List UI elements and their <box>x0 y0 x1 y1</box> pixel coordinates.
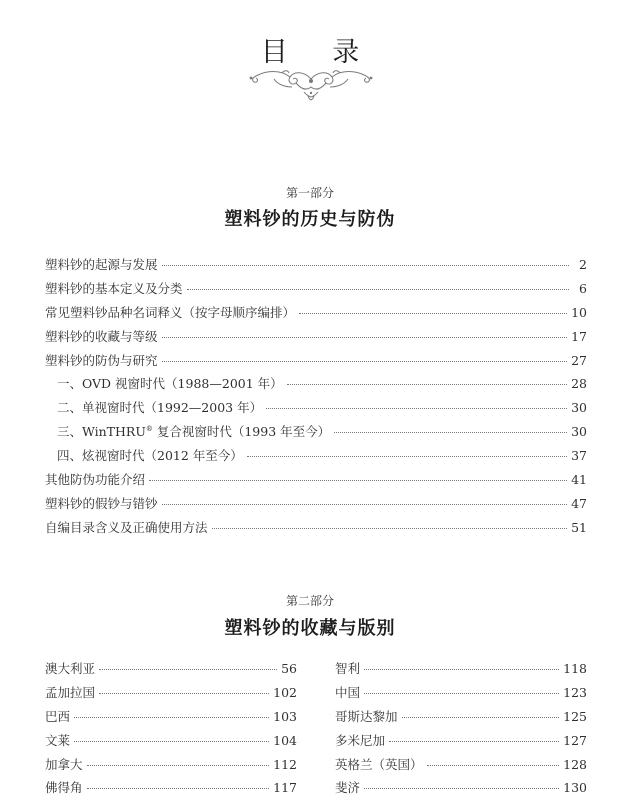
toc-entry[interactable]: 智利 118 <box>335 661 587 676</box>
part1-title: 塑料钞的历史与防伪 <box>224 209 396 230</box>
toc-subentry[interactable]: 一、OVD 视窗时代（1988—2001 年） 28 <box>57 376 587 392</box>
part2-label: 第二部分 <box>285 594 334 608</box>
toc-entry[interactable]: 其他防伪功能介绍 41 <box>45 472 587 488</box>
toc-entry[interactable]: 斐济 130 <box>335 780 587 796</box>
toc-entry[interactable]: 加拿大 112 <box>45 756 297 772</box>
toc-entry[interactable]: 澳大利亚 56 <box>45 661 297 676</box>
toc-entry[interactable]: 哥斯达黎加 125 <box>335 708 587 724</box>
part2-title: 塑料钞的收藏与版别 <box>224 618 396 639</box>
toc-subentry[interactable]: 四、炫视窗时代（2012 年至今） 37 <box>57 448 587 464</box>
page-title: 目 录 <box>260 37 378 68</box>
toc-entry[interactable]: 英格兰（英国） 128 <box>335 756 587 772</box>
toc-subentry[interactable]: 二、单视窗时代（1992—2003 年） 30 <box>57 400 587 416</box>
toc-entry[interactable]: 多米尼加 127 <box>335 732 587 748</box>
toc-entry[interactable]: 佛得角 117 <box>45 780 297 796</box>
toc-entry[interactable]: 文莱 104 <box>45 732 297 748</box>
toc-entry[interactable]: 塑料钞的收藏与等级 17 <box>45 328 587 344</box>
part2-toc-right <box>335 657 587 800</box>
toc-entry[interactable]: 塑料钞的假钞与错钞 47 <box>45 495 587 511</box>
toc-entry[interactable]: 常见塑料钞品种名词释义（按字母顺序编排） 10 <box>45 304 587 320</box>
toc-entry[interactable]: 中国 123 <box>335 684 587 700</box>
part1-toc <box>45 253 587 540</box>
toc-entry[interactable]: 塑料钞的起源与发展 2 <box>45 257 587 272</box>
part1-label: 第一部分 <box>285 186 334 200</box>
toc-entry[interactable]: 塑料钞的基本定义及分类 6 <box>45 280 587 296</box>
toc-entry[interactable]: 塑料钞的防伪与研究 27 <box>45 352 587 368</box>
part2-toc-left <box>45 657 297 800</box>
toc-entry[interactable]: 自编目录含义及正确使用方法 51 <box>45 519 587 535</box>
toc-entry[interactable]: 巴西 103 <box>45 708 297 724</box>
toc-subentry[interactable]: 三、WinTHRU® 复合视窗时代（1993 年至今） 30 <box>57 424 587 440</box>
toc-entry[interactable]: 孟加拉国 102 <box>45 684 297 700</box>
flourish-ornament-icon <box>246 65 376 103</box>
